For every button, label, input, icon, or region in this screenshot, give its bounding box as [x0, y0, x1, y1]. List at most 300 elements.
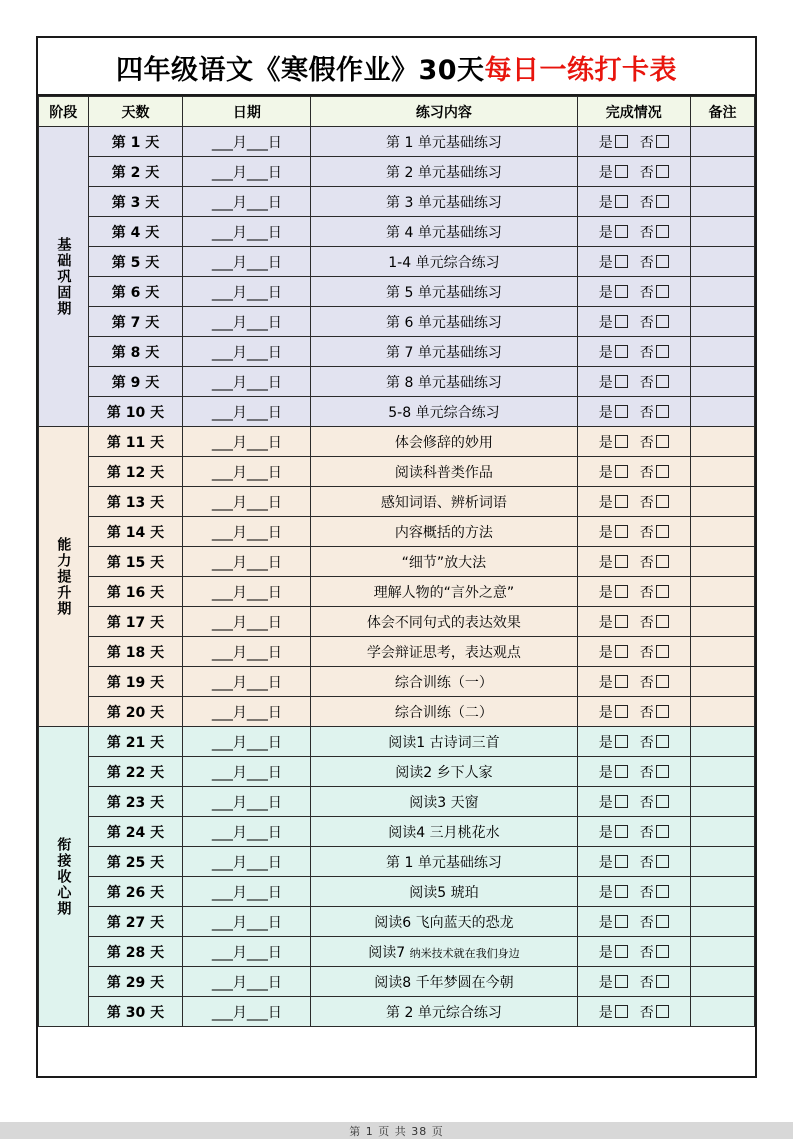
task-text: 阅读5 琥珀 — [409, 884, 479, 901]
date-blank-cell[interactable]: ___月___日 — [183, 697, 311, 727]
task-cell — [311, 517, 577, 547]
table-body — [39, 127, 755, 1027]
stage-label — [39, 727, 89, 1027]
completion-yes-checkbox[interactable] — [615, 675, 628, 688]
completion-no-checkbox[interactable] — [656, 375, 669, 388]
task-text: 阅读6 飞向蓝天的恐龙 — [374, 914, 514, 931]
date-blank-cell[interactable]: ___月___日 — [183, 727, 311, 757]
completion-no-label: 否 — [639, 644, 654, 661]
completion-no-checkbox[interactable] — [656, 465, 669, 478]
completion-no-label: 否 — [639, 974, 654, 991]
stage-label — [39, 127, 89, 427]
completion-yes-label: 是 — [598, 614, 613, 631]
date-blank-cell[interactable]: ___月___日 — [183, 337, 311, 367]
task-text: 感知词语、辨析词语 — [380, 494, 507, 511]
completion-no-label: 否 — [639, 674, 654, 691]
task-cell — [311, 217, 577, 247]
task-cell — [311, 547, 577, 577]
note-cell[interactable] — [691, 187, 755, 217]
task-cell — [311, 127, 577, 157]
day-number-cell: 第 22 天 — [88, 757, 183, 787]
task-cell — [311, 757, 577, 787]
note-cell[interactable] — [691, 757, 755, 787]
task-cell — [311, 727, 577, 757]
date-blank-cell[interactable]: ___月___日 — [183, 487, 311, 517]
note-cell[interactable] — [691, 997, 755, 1027]
task-text: 第 6 单元基础练习 — [386, 314, 502, 331]
date-blank-cell[interactable]: ___月___日 — [183, 367, 311, 397]
date-blank-cell[interactable]: ___月___日 — [183, 877, 311, 907]
completion-no-checkbox[interactable] — [656, 615, 669, 628]
note-cell[interactable] — [691, 667, 755, 697]
date-blank-cell[interactable]: ___月___日 — [183, 277, 311, 307]
date-blank-cell[interactable]: ___月___日 — [183, 247, 311, 277]
completion-yes-checkbox[interactable] — [615, 405, 628, 418]
day-number-cell: 第 21 天 — [88, 727, 183, 757]
date-blank-cell[interactable]: ___月___日 — [183, 937, 311, 967]
task-cell — [311, 247, 577, 277]
task-text: 综合训练（二） — [394, 704, 493, 721]
date-blank-cell[interactable]: ___月___日 — [183, 607, 311, 637]
completion-no-label: 否 — [639, 284, 654, 301]
completion-no-checkbox[interactable] — [656, 405, 669, 418]
day-number-cell: 第 24 天 — [88, 817, 183, 847]
date-blank-cell[interactable]: ___月___日 — [183, 217, 311, 247]
completion-no-label: 否 — [639, 134, 654, 151]
table-row — [39, 577, 755, 607]
completion-yes-label: 是 — [598, 794, 613, 811]
completion-no-checkbox[interactable] — [656, 135, 669, 148]
completion-cell — [577, 607, 690, 637]
completion-no-label: 否 — [639, 854, 654, 871]
task-cell — [311, 667, 577, 697]
completion-no-label: 否 — [639, 1004, 654, 1021]
note-cell[interactable] — [691, 247, 755, 277]
completion-no-label: 否 — [639, 344, 654, 361]
date-blank-cell[interactable]: ___月___日 — [183, 127, 311, 157]
table-row — [39, 307, 755, 337]
task-cell — [311, 187, 577, 217]
completion-yes-checkbox[interactable] — [615, 315, 628, 328]
task-cell — [311, 307, 577, 337]
date-blank-cell[interactable]: ___月___日 — [183, 967, 311, 997]
completion-no-label: 否 — [639, 434, 654, 451]
date-blank-cell[interactable]: ___月___日 — [183, 457, 311, 487]
completion-no-checkbox[interactable] — [656, 435, 669, 448]
completion-no-label: 否 — [639, 704, 654, 721]
completion-cell — [577, 397, 690, 427]
completion-no-checkbox[interactable] — [656, 195, 669, 208]
note-cell[interactable] — [691, 967, 755, 997]
completion-no-checkbox[interactable] — [656, 315, 669, 328]
completion-yes-label: 是 — [598, 434, 613, 451]
task-cell — [311, 157, 577, 187]
date-blank-cell[interactable]: ___月___日 — [183, 517, 311, 547]
task-cell — [311, 967, 577, 997]
stage-label-text: 衔接收心期 — [55, 836, 72, 917]
table-row — [39, 217, 755, 247]
task-text: “细节”放大法 — [401, 554, 487, 571]
completion-no-label: 否 — [639, 914, 654, 931]
table-row — [39, 817, 755, 847]
task-cell — [311, 457, 577, 487]
completion-yes-checkbox[interactable] — [615, 585, 628, 598]
table-row — [39, 397, 755, 427]
completion-no-label: 否 — [639, 314, 654, 331]
column-header-task: 练习内容 — [311, 97, 577, 127]
note-cell[interactable] — [691, 307, 755, 337]
note-cell[interactable] — [691, 457, 755, 487]
note-cell[interactable] — [691, 787, 755, 817]
completion-yes-checkbox[interactable] — [615, 1005, 628, 1018]
date-blank-cell[interactable]: ___月___日 — [183, 397, 311, 427]
table-row — [39, 727, 755, 757]
completion-yes-checkbox[interactable] — [615, 165, 628, 178]
completion-cell — [577, 667, 690, 697]
date-blank-cell[interactable]: ___月___日 — [183, 637, 311, 667]
date-blank-cell[interactable]: ___月___日 — [183, 157, 311, 187]
day-number-cell: 第 30 天 — [88, 997, 183, 1027]
completion-yes-checkbox[interactable] — [615, 945, 628, 958]
completion-yes-checkbox[interactable] — [615, 495, 628, 508]
table-row — [39, 337, 755, 367]
completion-cell — [577, 127, 690, 157]
date-blank-cell[interactable]: ___月___日 — [183, 817, 311, 847]
task-text: 第 4 单元基础练习 — [386, 224, 502, 241]
completion-cell — [577, 217, 690, 247]
completion-yes-checkbox[interactable] — [615, 705, 628, 718]
note-cell[interactable] — [691, 127, 755, 157]
task-cell — [311, 997, 577, 1027]
completion-yes-label: 是 — [598, 1004, 613, 1021]
task-text: 第 1 单元基础练习 — [386, 854, 502, 871]
completion-yes-checkbox[interactable] — [615, 645, 628, 658]
table-row — [39, 607, 755, 637]
day-number-cell: 第 3 天 — [88, 187, 183, 217]
table-row — [39, 247, 755, 277]
task-cell — [311, 877, 577, 907]
completion-yes-checkbox[interactable] — [615, 735, 628, 748]
date-blank-cell[interactable]: ___月___日 — [183, 847, 311, 877]
completion-yes-label: 是 — [598, 944, 613, 961]
schedule-table — [38, 96, 755, 1027]
completion-yes-checkbox[interactable] — [615, 465, 628, 478]
completion-cell — [577, 547, 690, 577]
completion-cell — [577, 427, 690, 457]
completion-cell — [577, 307, 690, 337]
completion-yes-checkbox[interactable] — [615, 555, 628, 568]
title-red-part: 每日一练打卡表 — [484, 54, 678, 86]
completion-yes-label: 是 — [598, 674, 613, 691]
table-row — [39, 367, 755, 397]
completion-no-label: 否 — [639, 374, 654, 391]
completion-yes-checkbox[interactable] — [615, 255, 628, 268]
completion-yes-checkbox[interactable] — [615, 435, 628, 448]
completion-no-label: 否 — [639, 614, 654, 631]
completion-no-label: 否 — [639, 764, 654, 781]
date-blank-cell[interactable]: ___月___日 — [183, 757, 311, 787]
day-number-cell: 第 10 天 — [88, 397, 183, 427]
completion-cell — [577, 367, 690, 397]
note-cell[interactable] — [691, 337, 755, 367]
completion-no-checkbox[interactable] — [656, 1005, 669, 1018]
table-row — [39, 547, 755, 577]
completion-cell — [577, 697, 690, 727]
completion-no-checkbox[interactable] — [656, 915, 669, 928]
day-number-cell: 第 5 天 — [88, 247, 183, 277]
date-blank-cell[interactable]: ___月___日 — [183, 547, 311, 577]
completion-no-checkbox[interactable] — [656, 705, 669, 718]
table-row — [39, 937, 755, 967]
completion-no-label: 否 — [639, 194, 654, 211]
stage-label-text: 能力提升期 — [55, 536, 72, 617]
completion-yes-checkbox[interactable] — [615, 765, 628, 778]
completion-no-checkbox[interactable] — [656, 525, 669, 538]
completion-no-checkbox[interactable] — [656, 795, 669, 808]
note-cell[interactable] — [691, 547, 755, 577]
task-text: 第 3 单元基础练习 — [386, 194, 502, 211]
table-header-row — [39, 97, 755, 127]
task-text: 第 2 单元基础练习 — [386, 164, 502, 181]
completion-cell — [577, 967, 690, 997]
completion-no-checkbox[interactable] — [656, 585, 669, 598]
task-cell — [311, 577, 577, 607]
completion-no-checkbox[interactable] — [656, 345, 669, 358]
completion-no-label: 否 — [639, 554, 654, 571]
day-number-cell: 第 4 天 — [88, 217, 183, 247]
table-row — [39, 847, 755, 877]
note-cell[interactable] — [691, 607, 755, 637]
completion-cell — [577, 637, 690, 667]
completion-yes-checkbox[interactable] — [615, 525, 628, 538]
task-text: 阅读科普类作品 — [394, 464, 493, 481]
completion-yes-label: 是 — [598, 134, 613, 151]
page-title — [116, 48, 677, 87]
page-footer: 第 1 页 共 38 页 — [349, 1125, 444, 1138]
day-number-cell: 第 26 天 — [88, 877, 183, 907]
stage-label — [39, 427, 89, 727]
completion-cell — [577, 757, 690, 787]
completion-no-label: 否 — [639, 584, 654, 601]
table-row — [39, 967, 755, 997]
table-row — [39, 157, 755, 187]
column-header-date: 日期 — [183, 97, 311, 127]
day-number-cell: 第 19 天 — [88, 667, 183, 697]
completion-yes-checkbox[interactable] — [615, 885, 628, 898]
completion-no-label: 否 — [639, 404, 654, 421]
date-blank-cell[interactable]: ___月___日 — [183, 907, 311, 937]
completion-no-checkbox[interactable] — [656, 555, 669, 568]
day-number-cell: 第 8 天 — [88, 337, 183, 367]
completion-yes-checkbox[interactable] — [615, 615, 628, 628]
day-number-cell: 第 28 天 — [88, 937, 183, 967]
completion-yes-checkbox[interactable] — [615, 825, 628, 838]
note-cell[interactable] — [691, 907, 755, 937]
task-text: 阅读8 千年梦圆在今朝 — [374, 974, 514, 991]
completion-no-checkbox[interactable] — [656, 255, 669, 268]
completion-no-label: 否 — [639, 254, 654, 271]
task-text: 内容概括的方法 — [394, 524, 493, 541]
day-number-cell: 第 13 天 — [88, 487, 183, 517]
note-cell[interactable] — [691, 367, 755, 397]
table-row — [39, 187, 755, 217]
completion-no-checkbox[interactable] — [656, 975, 669, 988]
completion-yes-label: 是 — [598, 374, 613, 391]
table-row — [39, 877, 755, 907]
day-number-cell: 第 1 天 — [88, 127, 183, 157]
day-number-cell: 第 6 天 — [88, 277, 183, 307]
completion-no-label: 否 — [639, 464, 654, 481]
completion-yes-label: 是 — [598, 344, 613, 361]
task-cell — [311, 847, 577, 877]
completion-yes-label: 是 — [598, 314, 613, 331]
task-text: 阅读1 古诗词三首 — [388, 734, 500, 751]
task-cell — [311, 337, 577, 367]
task-text: 理解人物的“言外之意” — [373, 584, 515, 601]
completion-yes-checkbox[interactable] — [615, 345, 628, 358]
note-cell[interactable] — [691, 697, 755, 727]
note-cell[interactable] — [691, 847, 755, 877]
task-cell — [311, 427, 577, 457]
task-text: 第 7 单元基础练习 — [386, 344, 502, 361]
completion-cell — [577, 787, 690, 817]
completion-no-checkbox[interactable] — [656, 645, 669, 658]
day-number-cell: 第 12 天 — [88, 457, 183, 487]
date-blank-cell[interactable]: ___月___日 — [183, 997, 311, 1027]
date-blank-cell[interactable]: ___月___日 — [183, 427, 311, 457]
task-text: 第 2 单元综合练习 — [386, 1004, 502, 1021]
completion-yes-label: 是 — [598, 854, 613, 871]
task-cell — [311, 697, 577, 727]
table-row — [39, 997, 755, 1027]
completion-no-checkbox[interactable] — [656, 165, 669, 178]
date-blank-cell[interactable]: ___月___日 — [183, 577, 311, 607]
completion-yes-checkbox[interactable] — [615, 975, 628, 988]
day-number-cell: 第 23 天 — [88, 787, 183, 817]
table-row — [39, 667, 755, 697]
completion-yes-checkbox[interactable] — [615, 375, 628, 388]
task-cell — [311, 937, 577, 967]
note-cell[interactable] — [691, 157, 755, 187]
column-header-stage: 阶段 — [39, 97, 89, 127]
completion-cell — [577, 937, 690, 967]
day-number-cell: 第 29 天 — [88, 967, 183, 997]
completion-yes-label: 是 — [598, 404, 613, 421]
completion-no-checkbox[interactable] — [656, 885, 669, 898]
completion-yes-label: 是 — [598, 524, 613, 541]
completion-no-label: 否 — [639, 494, 654, 511]
completion-yes-label: 是 — [598, 704, 613, 721]
task-cell — [311, 397, 577, 427]
completion-cell — [577, 577, 690, 607]
note-cell[interactable] — [691, 817, 755, 847]
date-blank-cell[interactable]: ___月___日 — [183, 787, 311, 817]
completion-yes-label: 是 — [598, 494, 613, 511]
note-cell[interactable] — [691, 277, 755, 307]
note-cell[interactable] — [691, 877, 755, 907]
task-text: 阅读4 三月桃花水 — [388, 824, 500, 841]
worksheet-title-bar — [38, 38, 755, 96]
completion-no-checkbox[interactable] — [656, 495, 669, 508]
completion-no-checkbox[interactable] — [656, 225, 669, 238]
note-cell[interactable] — [691, 217, 755, 247]
completion-yes-checkbox[interactable] — [615, 795, 628, 808]
task-text: 体会不同句式的表达效果 — [366, 614, 521, 631]
task-text: 体会修辞的妙用 — [394, 434, 493, 451]
day-number-cell: 第 16 天 — [88, 577, 183, 607]
completion-yes-checkbox[interactable] — [615, 915, 628, 928]
completion-yes-checkbox[interactable] — [615, 135, 628, 148]
task-text: 第 5 单元基础练习 — [386, 284, 502, 301]
note-cell[interactable] — [691, 937, 755, 967]
completion-yes-label: 是 — [598, 644, 613, 661]
table-row — [39, 277, 755, 307]
note-cell[interactable] — [691, 577, 755, 607]
completion-no-label: 否 — [639, 734, 654, 751]
task-text: 第 1 单元基础练习 — [386, 134, 502, 151]
completion-no-checkbox[interactable] — [656, 675, 669, 688]
task-cell — [311, 367, 577, 397]
task-text: 第 8 单元基础练习 — [386, 374, 502, 391]
task-cell — [311, 607, 577, 637]
completion-no-checkbox[interactable] — [656, 825, 669, 838]
completion-yes-label: 是 — [598, 464, 613, 481]
completion-no-label: 否 — [639, 164, 654, 181]
completion-no-checkbox[interactable] — [656, 945, 669, 958]
day-number-cell: 第 18 天 — [88, 637, 183, 667]
note-cell[interactable] — [691, 427, 755, 457]
note-cell[interactable] — [691, 517, 755, 547]
completion-yes-checkbox[interactable] — [615, 225, 628, 238]
completion-cell — [577, 877, 690, 907]
date-blank-cell[interactable]: ___月___日 — [183, 667, 311, 697]
completion-yes-checkbox[interactable] — [615, 195, 628, 208]
completion-cell — [577, 277, 690, 307]
completion-yes-label: 是 — [598, 284, 613, 301]
completion-yes-label: 是 — [598, 974, 613, 991]
day-number-cell: 第 15 天 — [88, 547, 183, 577]
column-header-note: 备注 — [691, 97, 755, 127]
day-number-cell: 第 11 天 — [88, 427, 183, 457]
completion-yes-checkbox[interactable] — [615, 285, 628, 298]
task-cell — [311, 487, 577, 517]
completion-cell — [577, 727, 690, 757]
completion-no-checkbox[interactable] — [656, 765, 669, 778]
completion-no-checkbox[interactable] — [656, 855, 669, 868]
note-cell[interactable] — [691, 727, 755, 757]
note-cell[interactable] — [691, 487, 755, 517]
completion-cell — [577, 997, 690, 1027]
completion-yes-label: 是 — [598, 764, 613, 781]
completion-yes-checkbox[interactable] — [615, 855, 628, 868]
completion-no-label: 否 — [639, 884, 654, 901]
completion-no-checkbox[interactable] — [656, 285, 669, 298]
day-number-cell: 第 7 天 — [88, 307, 183, 337]
note-cell[interactable] — [691, 397, 755, 427]
date-blank-cell[interactable]: ___月___日 — [183, 187, 311, 217]
note-cell[interactable] — [691, 637, 755, 667]
column-header-days: 天数 — [88, 97, 183, 127]
date-blank-cell[interactable]: ___月___日 — [183, 307, 311, 337]
task-cell — [311, 817, 577, 847]
completion-cell — [577, 457, 690, 487]
worksheet-sheet — [36, 36, 757, 1138]
completion-cell — [577, 187, 690, 217]
task-cell — [311, 637, 577, 667]
completion-cell — [577, 487, 690, 517]
completion-no-checkbox[interactable] — [656, 735, 669, 748]
task-cell — [311, 787, 577, 817]
